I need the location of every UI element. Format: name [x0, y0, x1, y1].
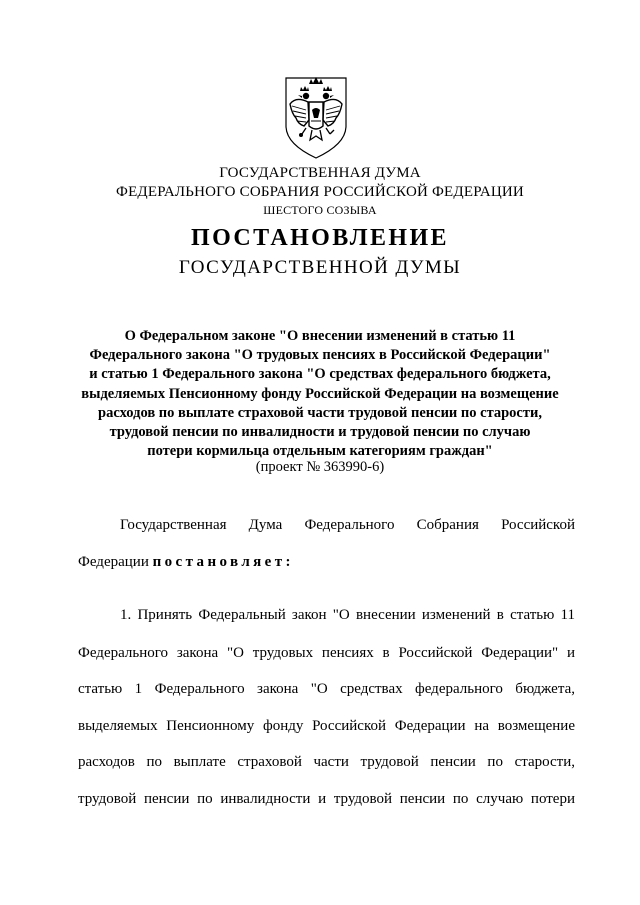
project-number: (проект № 363990-6) [255, 459, 385, 475]
preamble-line: Государственная Дума Федерального Собрания Российской [120, 517, 575, 533]
russian-coat-of-arms-icon [282, 74, 350, 160]
paragraph-line: статью 1 Федерального закона "О средствах федерального бюджета, [78, 681, 575, 697]
header-line-2: ФЕДЕРАЛЬНОГО СОБРАНИЯ РОССИЙСКОЙ ФЕДЕРАЦИИ [116, 184, 524, 200]
paragraph-line: расходов по выплате страховой части трудовой пенсии по старости, [78, 754, 575, 770]
header-line-3: ШЕСТОГО СОЗЫВА [263, 203, 377, 217]
document-issuer-title: ГОСУДАРСТВЕННОЙ ДУМЫ [178, 257, 462, 278]
paragraph-line: 1. Принять Федеральный закон "О внесении изменений в статью 11 [120, 607, 575, 623]
preamble-text: Федерации [78, 554, 149, 570]
resolves-keyword: постановляет: [152, 554, 294, 570]
header-line-1: ГОСУДАРСТВЕННАЯ ДУМА [219, 165, 421, 181]
preamble-line [78, 554, 575, 571]
subject-line: О Федеральном законе "О внесении изменений в статью 11 [124, 328, 516, 344]
paragraph-line: выделяемых Пенсионному фонду Российской Федерации на возмещение [78, 718, 575, 734]
subject-line: и статью 1 Федерального закона "О средствах федерального бюджета, [89, 366, 551, 383]
subject-line: потери кормильца отдельным категориям граждан" [147, 443, 493, 460]
subject-line: выделяемых Пенсионному фонду Российской Федерации на возмещение [81, 385, 559, 402]
subject-line: расходов по выплате страховой части трудовой пенсии по старости, [98, 404, 542, 421]
paragraph-line: трудовой пенсии по инвалидности и трудовой пенсии по случаю потери [78, 791, 575, 807]
paragraph-line: Федерального закона "О трудовых пенсиях в Российской Федерации" и [78, 645, 575, 661]
subject-line: Федерального закона "О трудовых пенсиях в Российской Федерации" [89, 347, 551, 364]
resolution-subject [0, 327, 640, 461]
subject-line: трудовой пенсии по инвалидности и трудовой пенсии по случаю [109, 424, 531, 441]
document-type-title: ПОСТАНОВЛЕНИЕ [191, 225, 449, 251]
